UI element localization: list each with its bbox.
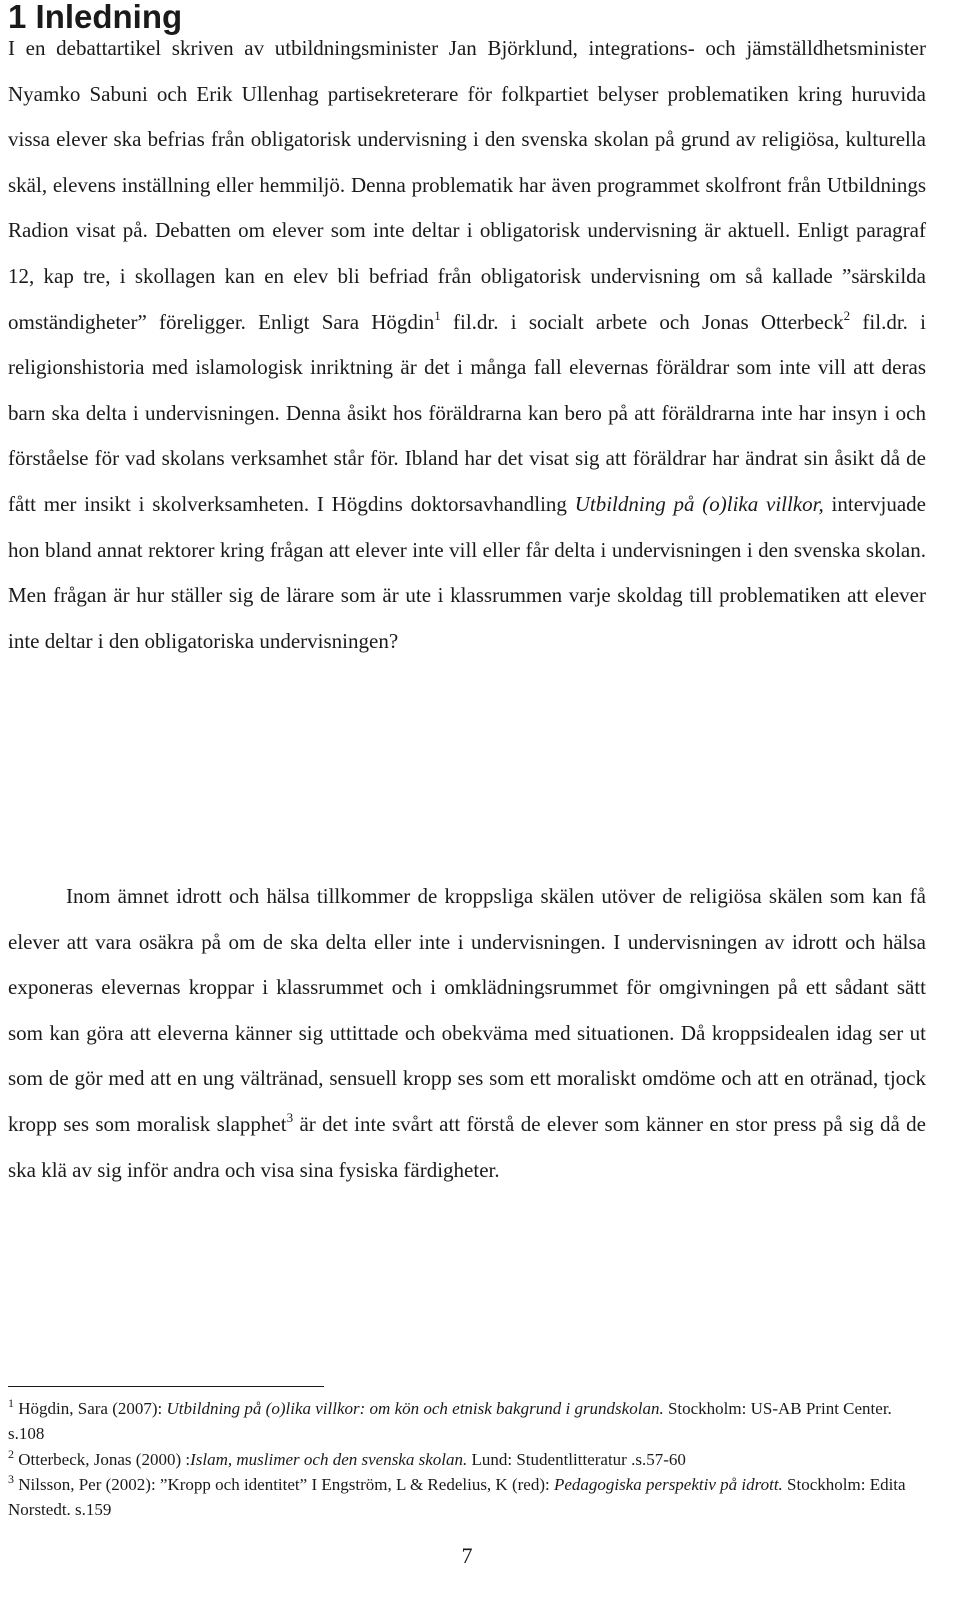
footnote-text: Nilsson, Per (2002): ”Kropp och identitet” I Engström, L & Redelius, K (red): [14,1474,554,1494]
footnotes [8,1396,926,1522]
footnote-title: Pedagogiska perspektiv på idrott. [553,1474,783,1494]
paragraph-1-text-d: intervjuade hon bland annat rektorer kring frågan att elever inte vill eller får delta i undervisningen i den svenska skolan. Men frågan är hur ställer sig de lärare som är ute i klassrummen varje skoldag till problematiken att elever inte deltar i den obligatoriska undervisningen? [8,491,926,653]
section-heading: 1 Inledning [8,0,183,35]
footnote-number: 1 [8,1396,14,1410]
paragraph-2 [8,874,926,1193]
footnote-3 [8,1472,926,1523]
paragraph-2-text-b: är det inte svårt att förstå de elever som känner en stor press på sig då de ska klä av sig inför andra och visa sina fysiska färdigheter. [8,1111,927,1182]
footnote-title: Utbildning på (o)lika villkor: om kön och etnisk bakgrund i grundskolan. [166,1399,664,1418]
footnote-1 [8,1396,926,1447]
footnote-title: Islam, muslimer och den svenska skolan. [190,1449,468,1469]
footnote-ref-3: 3 [286,1109,294,1125]
footnote-divider [8,1386,324,1387]
paragraph-1-text-b: fil.dr. i socialt arbete och Jonas Otterbeck [440,309,844,334]
footnote-2 [8,1447,926,1472]
footnote-text: Högdin, Sara (2007): [14,1399,167,1418]
footnote-text: Stockholm: US-AB Print Center. s.108 [8,1399,892,1444]
paragraph-1-text-a: I en debattartikel skriven av utbildningsminister Jan Björklund, integrations- och jämställdhetsminister Nyamko Sabuni och Erik Ullenhag partisekreterare för folkpartiet belyser problematiken kring huruvida vissa elever ska befrias från obligatorisk undervisning i den svenska skolan på grund av religiösa, kulturella skäl, elevens inställning eller hemmiljö. Denna problematik har även programmet skolfront från Utbildnings Radion visat på. Debatten om elever som inte deltar i obligatorisk undervisning är aktuell. Enligt paragraf 12, kap tre, i skollagen kan en elev bli befriad från obligatorisk undervisning om så kallade ”särskilda omständigheter” föreligger. Enligt Sara Högdin [8,36,926,334]
footnote-text: Stockholm: Edita Norstedt. s.159 [8,1474,906,1520]
paragraph-1-text-c: fil.dr. i religionshistoria med islamologisk inriktning är det i många fall elevernas föräldrar som inte vill att deras barn ska delta i undervisningen. Denna åsikt hos föräldrarna kan bero på att föräldrarna inte har insyn i och förståelse för vad skolans verksamhet står för. Ibland har det visat sig att föräldrar har ändrat sin åsikt då de fått mer insikt i skolverksamheten. I Högdins doktorsavhandling [8,309,926,516]
page-number: 7 [461,1543,473,1568]
footnote-number: 2 [8,1446,14,1461]
footnote-text: Lund: Studentlitteratur .s.57-60 [467,1449,686,1469]
dissertation-title: Utbildning på (o)lika villkor, [574,491,824,516]
footnote-ref-2: 2 [843,307,851,323]
footnote-number: 3 [8,1471,14,1486]
paragraph-1 [8,26,926,664]
footnote-text: Otterbeck, Jonas (2000) : [14,1449,191,1469]
footnote-ref-1: 1 [434,307,441,323]
paragraph-2-text-a: Inom ämnet idrott och hälsa tillkommer de kroppsliga skälen utöver de religiösa skälen som kan få elever att vara osäkra på om de ska delta eller inte i undervisningen. I undervisningen av idrott och hälsa exponeras elevernas kroppar i klassrummet och i omklädningsrummet för omgivningen på ett sådant sätt som kan göra att eleverna känner sig uttittade och obekväma med situationen. Då kroppsidealen idag ser ut som de gör med att en ung vältränad, sensuell kropp ses som ett moraliskt omdöme och att en otränad, tjock kropp ses som moralisk slapphet [8,884,926,1136]
